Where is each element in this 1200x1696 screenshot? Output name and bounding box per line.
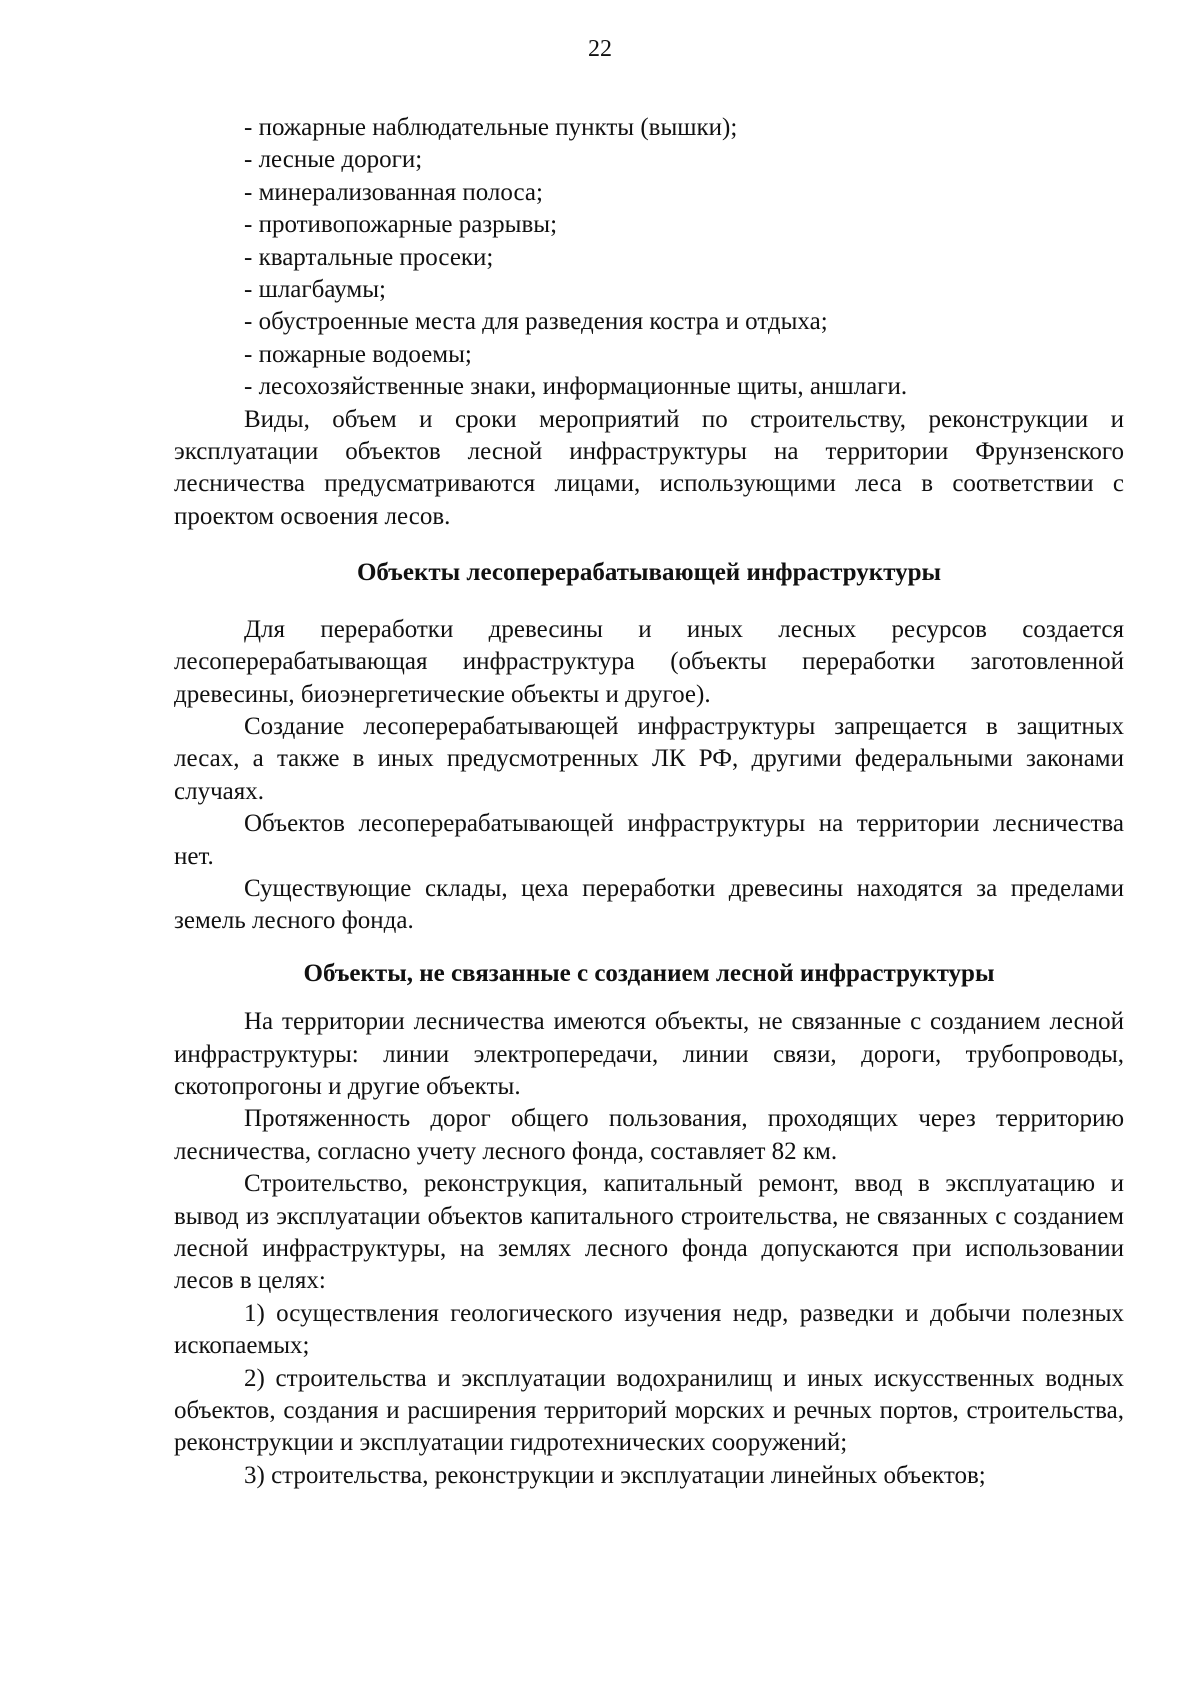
document-body — [174, 112, 1124, 1492]
paragraph: Объектов лесоперерабатывающей инфраструктуры на территории лесничества нет. — [174, 810, 1124, 870]
list-item: - пожарные наблюдательные пункты (вышки); — [244, 112, 1124, 144]
list-item: - шлагбаумы; — [244, 274, 1124, 306]
paragraph: Создание лесоперерабатывающей инфраструктуры запрещается в защитных лесах, а также в иных предусмотренных ЛК РФ, другими федеральными законами случаях. — [174, 712, 1124, 805]
list-item: - противопожарные разрывы; — [244, 209, 1124, 241]
section-heading-non-forest-objects: Объекты, не связанные с созданием лесной инфраструктуры — [303, 959, 995, 987]
list-item: - квартальные просеки; — [244, 242, 1124, 274]
infrastructure-bullet-list — [244, 112, 1124, 404]
intro-paragraph: Виды, объем и сроки мероприятий по строительству, реконструкции и эксплуатации объектов лесной инфраструктуры на территории Фрунзенского лесничества предусматриваются лицами, использующими леса в соответствии с проектом освоения лесов. — [174, 405, 1124, 530]
section-heading-processing-infrastructure: Объекты лесоперерабатывающей инфраструктуры — [356, 559, 942, 587]
page-number: 22 — [588, 36, 612, 62]
list-item: - пожарные водоемы; — [244, 339, 1124, 371]
list-item: - лесные дороги; — [244, 144, 1124, 176]
numbered-item: 2) строительства и эксплуатации водохранилищ и иных искусственных водных объектов, создания и расширения территорий морских и речных портов, строительства, реконструкции и эксплуатации гидротехнических сооружений; — [174, 1364, 1124, 1457]
paragraph: Существующие склады, цеха переработки древесины находятся за пределами земель лесного фонда. — [174, 874, 1124, 935]
list-item: - минерализованная полоса; — [244, 177, 1124, 209]
paragraph: На территории лесничества имеются объекты, не связанные с созданием лесной инфраструктуры: линии электропередачи, линии связи, дороги, трубопроводы, скотопрогоны и другие объекты. — [174, 1008, 1124, 1100]
paragraph: Протяженность дорог общего пользования, проходящих через территорию лесничества, согласно учету лесного фонда, составляет 82 км. — [174, 1105, 1124, 1165]
list-item: - лесохозяйственные знаки, информационные щиты, аншлаги. — [244, 371, 1124, 403]
paragraph: Для переработки древесины и иных лесных ресурсов создается лесоперерабатывающая инфраструктура (объекты переработки заготовленной древесины, биоэнергетические объекты и другое). — [174, 615, 1124, 708]
paragraph: Строительство, реконструкция, капитальный ремонт, ввод в эксплуатацию и вывод из эксплуатации объектов капитального строительства, не связанных с созданием лесной инфраструктуры, на землях лесного фонда допускаются при использовании лесов в целях: — [174, 1170, 1124, 1295]
numbered-item: 1) осуществления геологического изучения недр, разведки и добычи полезных ископаемых; — [174, 1299, 1124, 1360]
numbered-item: 3) строительства, реконструкции и эксплуатации линейных объектов; — [244, 1461, 986, 1489]
list-item: - обустроенные места для разведения костра и отдыха; — [244, 306, 1124, 338]
